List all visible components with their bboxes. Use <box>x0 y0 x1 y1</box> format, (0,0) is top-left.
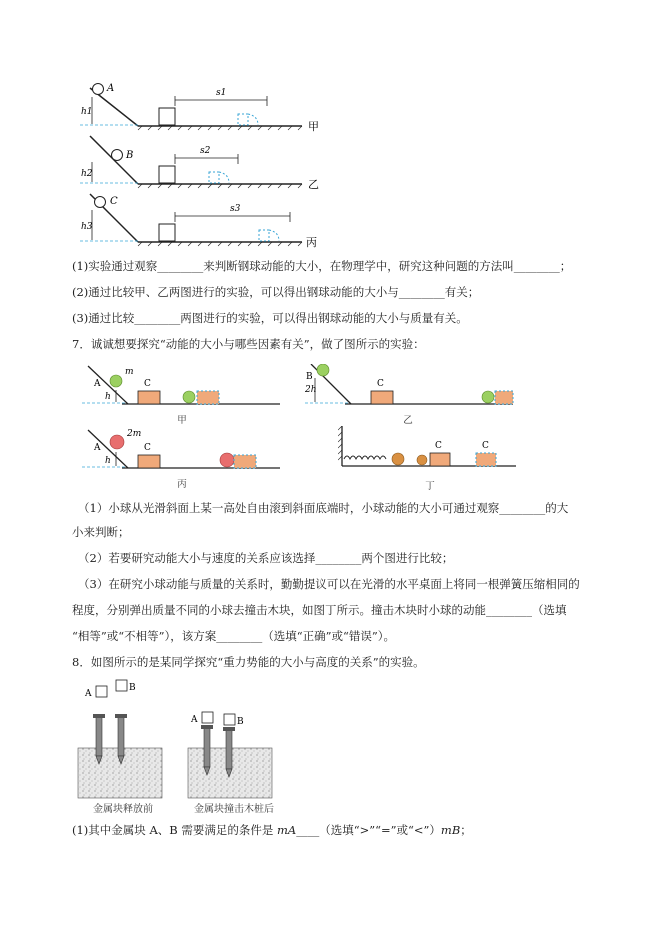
q8-label-B-after: B <box>237 717 244 727</box>
q7-jia-A: A <box>94 379 101 389</box>
q8-mass-a: mA <box>277 823 297 837</box>
label-h1: h1 <box>81 107 93 117</box>
label-yi: 乙 <box>308 178 319 191</box>
label-s1: s1 <box>216 88 227 98</box>
label-h3: h3 <box>81 222 93 232</box>
q7-part-3c: “相等”或“不相等”），该方案________（选填“正确”或“错误”）。 <box>72 629 396 643</box>
q8-label-A-after: A <box>191 715 198 725</box>
q7-ding-C2: C <box>482 441 489 451</box>
q8-title: 8．如图所示的是某同学探究“重力势能的大小与高度的关系”的实验。 <box>72 655 425 669</box>
q7-figure-ding <box>338 426 518 474</box>
label-h2: h2 <box>81 169 93 179</box>
q7-caption-bing: 丙 <box>177 479 187 490</box>
q7-title: 7．诚诚想要探究“动能的大小与哪些因素有关”，做了图所示的实验： <box>72 337 425 351</box>
block-jia <box>159 108 175 125</box>
q6-part-1: (1)实验通过观察________来判断钢球动能的大小，在物理学中，研究这种问题的方法叫________； <box>72 259 572 273</box>
q7-jia-m: m <box>125 367 134 377</box>
label-c: C <box>110 196 118 207</box>
q7-yi-B: B <box>306 372 313 382</box>
q7-bing-A: A <box>94 443 101 453</box>
label-bing: 丙 <box>306 236 317 249</box>
q8-figure <box>76 676 316 818</box>
q8-part-1-prefix: (1)其中金属块 A、B 需要满足的条件是 <box>72 823 278 837</box>
q7-caption-ding: 丁 <box>425 481 435 492</box>
q7-part-1b: 小来判断； <box>72 525 130 539</box>
label-jia: 甲 <box>308 120 319 133</box>
q7-yi-C: C <box>377 379 384 389</box>
q8-part-1 <box>72 822 472 838</box>
row-bing <box>80 194 317 249</box>
q7-figure-yi <box>305 364 515 410</box>
q7-part-2: （2）若要研究动能大小与速度的关系应该选择________两个图进行比较； <box>78 551 454 565</box>
q7-part-3a: （3）在研究小球动能与质量的关系时，勤勤提议可以在光滑的水平桌面上将同一根弹簧压缩相同的 <box>78 577 580 591</box>
row-jia <box>80 83 319 133</box>
block-yi <box>159 166 175 183</box>
q7-jia-h: h <box>105 392 111 402</box>
ball-b <box>112 150 123 161</box>
q7-part-1a: （1）小球从光滑斜面上某一高处自由滚到斜面底端时，小球动能的大小可通过观察________的大 <box>78 501 569 515</box>
q8-caption-before: 金属块释放前 <box>93 804 153 815</box>
label-b: B <box>126 150 134 161</box>
q7-part-3b: 程度，分别弹出质量不同的小球去撞击木块，如图丁所示。撞击木块时小球的动能________（选填 <box>72 603 567 617</box>
q7-caption-jia: 甲 <box>177 415 187 426</box>
q7-caption-yi: 乙 <box>403 415 413 426</box>
q8-part-1-end: ； <box>460 823 472 837</box>
q7-bing-h: h <box>105 456 111 466</box>
q6-part-2: (2)通过比较甲、乙两图进行的实验，可以得出钢球动能的大小与________有关； <box>72 285 480 299</box>
q7-ding-C1: C <box>435 441 442 451</box>
q7-yi-h: 2h <box>305 385 317 395</box>
q8-caption-after: 金属块撞击木桩后 <box>194 804 274 815</box>
row-yi <box>80 136 319 191</box>
figure-kinetic-energy-slopes <box>80 78 330 250</box>
block-bing <box>159 224 175 241</box>
label-s3: s3 <box>230 204 241 214</box>
q6-part-3: (3)通过比较________两图进行的实验，可以得出钢球动能的大小与质量有关。 <box>72 311 468 325</box>
q8-label-A: A <box>85 689 92 699</box>
ball-a <box>93 84 104 95</box>
label-s2: s2 <box>200 146 211 156</box>
q7-jia-C: C <box>144 379 151 389</box>
q7-bing-C: C <box>144 443 151 453</box>
q8-label-B: B <box>129 683 136 693</box>
q7-figure-bing <box>82 428 282 474</box>
q8-mass-b: mB <box>440 823 461 837</box>
q7-figure-jia <box>82 364 282 410</box>
q8-part-1-middle: ____（选填“>”“=”或“<”） <box>296 823 441 837</box>
q7-bing-m: 2m <box>127 429 142 439</box>
ball-c <box>95 197 106 208</box>
label-a: A <box>107 83 115 94</box>
